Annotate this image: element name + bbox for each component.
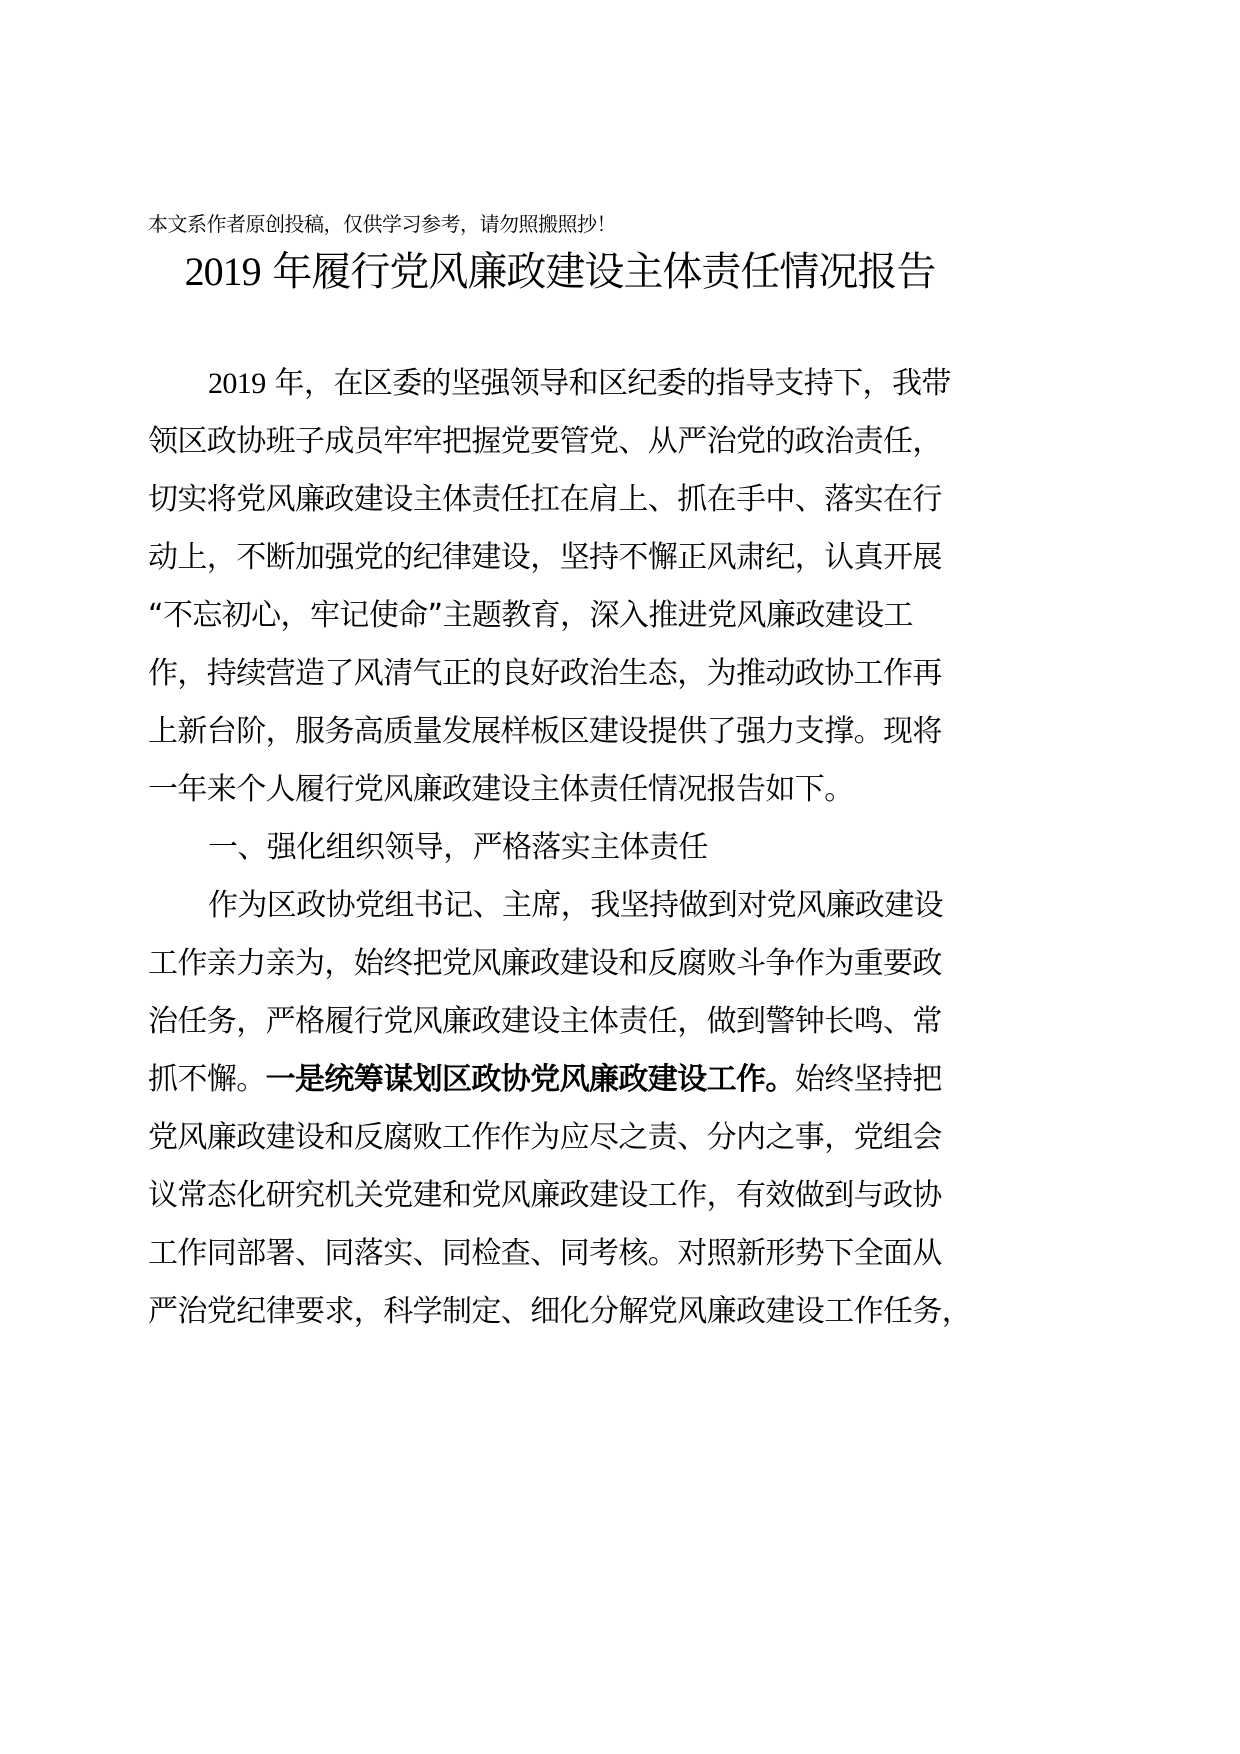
- paragraph-line: 工作同部署、同落实、同检查、同考核。对照新形势下全面从: [148, 1236, 942, 1271]
- paragraph-line: 作为区政协党组书记、主席，我坚持做到对党风廉政建设: [208, 888, 943, 923]
- paragraph-line: 严治党纪律要求，科学制定、细化分解党风廉政建设工作任务，: [148, 1294, 972, 1329]
- paragraph-line: 议常态化研究机关党建和党风廉政建设工作，有效做到与政协: [148, 1178, 942, 1213]
- paragraph-line: 治任务，严格履行党风廉政建设主体责任，做到警钟长鸣、常: [148, 1004, 942, 1039]
- section-heading: 一、强化组织领导，严格落实主体责任: [208, 830, 708, 865]
- paragraph-line: 领区政协班子成员牢牢把握党要管党、从严治党的政治责任，: [148, 424, 942, 459]
- paragraph-line: 一年来个人履行党风廉政建设主体责任情况报告如下。: [148, 772, 854, 807]
- copyright-notice: 本文系作者原创投稿，仅供学习参考，请勿照搬照抄！: [148, 212, 616, 236]
- paragraph-line: 党风廉政建设和反腐败工作作为应尽之责、分内之事，党组会: [148, 1120, 942, 1155]
- year-number: 2019: [208, 367, 266, 400]
- paragraph-line: 抓不懈。一是统筹谋划区政协党风廉政建设工作。始终坚持把: [148, 1062, 942, 1097]
- paragraph-line: 工作亲力亲为，始终把党风廉政建设和反腐败斗争作为重要政: [148, 946, 942, 981]
- paragraph-line: 动上，不断加强党的纪律建设，坚持不懈正风肃纪，认真开展: [148, 540, 942, 575]
- paragraph-line: 上新台阶，服务高质量发展样板区建设提供了强力支撑。现将: [148, 714, 942, 749]
- paragraph-line: 切实将党风廉政建设主体责任扛在肩上、抓在手中、落实在行: [148, 482, 942, 517]
- title-text: 年履行党风廉政建设主体责任情况报告: [272, 249, 936, 295]
- paragraph-line: 2019 年，在区委的坚强领导和区纪委的指导支持下，我带: [208, 366, 951, 401]
- bold-subheading: 一是统筹谋划区政协党风廉政建设工作。: [265, 1062, 795, 1097]
- paragraph-line: “不忘初心，牢记使命”主题教育，深入推进党风廉政建设工: [148, 598, 913, 633]
- paragraph-line: 作，持续营造了风清气正的良好政治生态，为推动政协工作再: [148, 656, 942, 691]
- title-year: 2019: [184, 249, 261, 294]
- page-title: [0, 244, 1120, 300]
